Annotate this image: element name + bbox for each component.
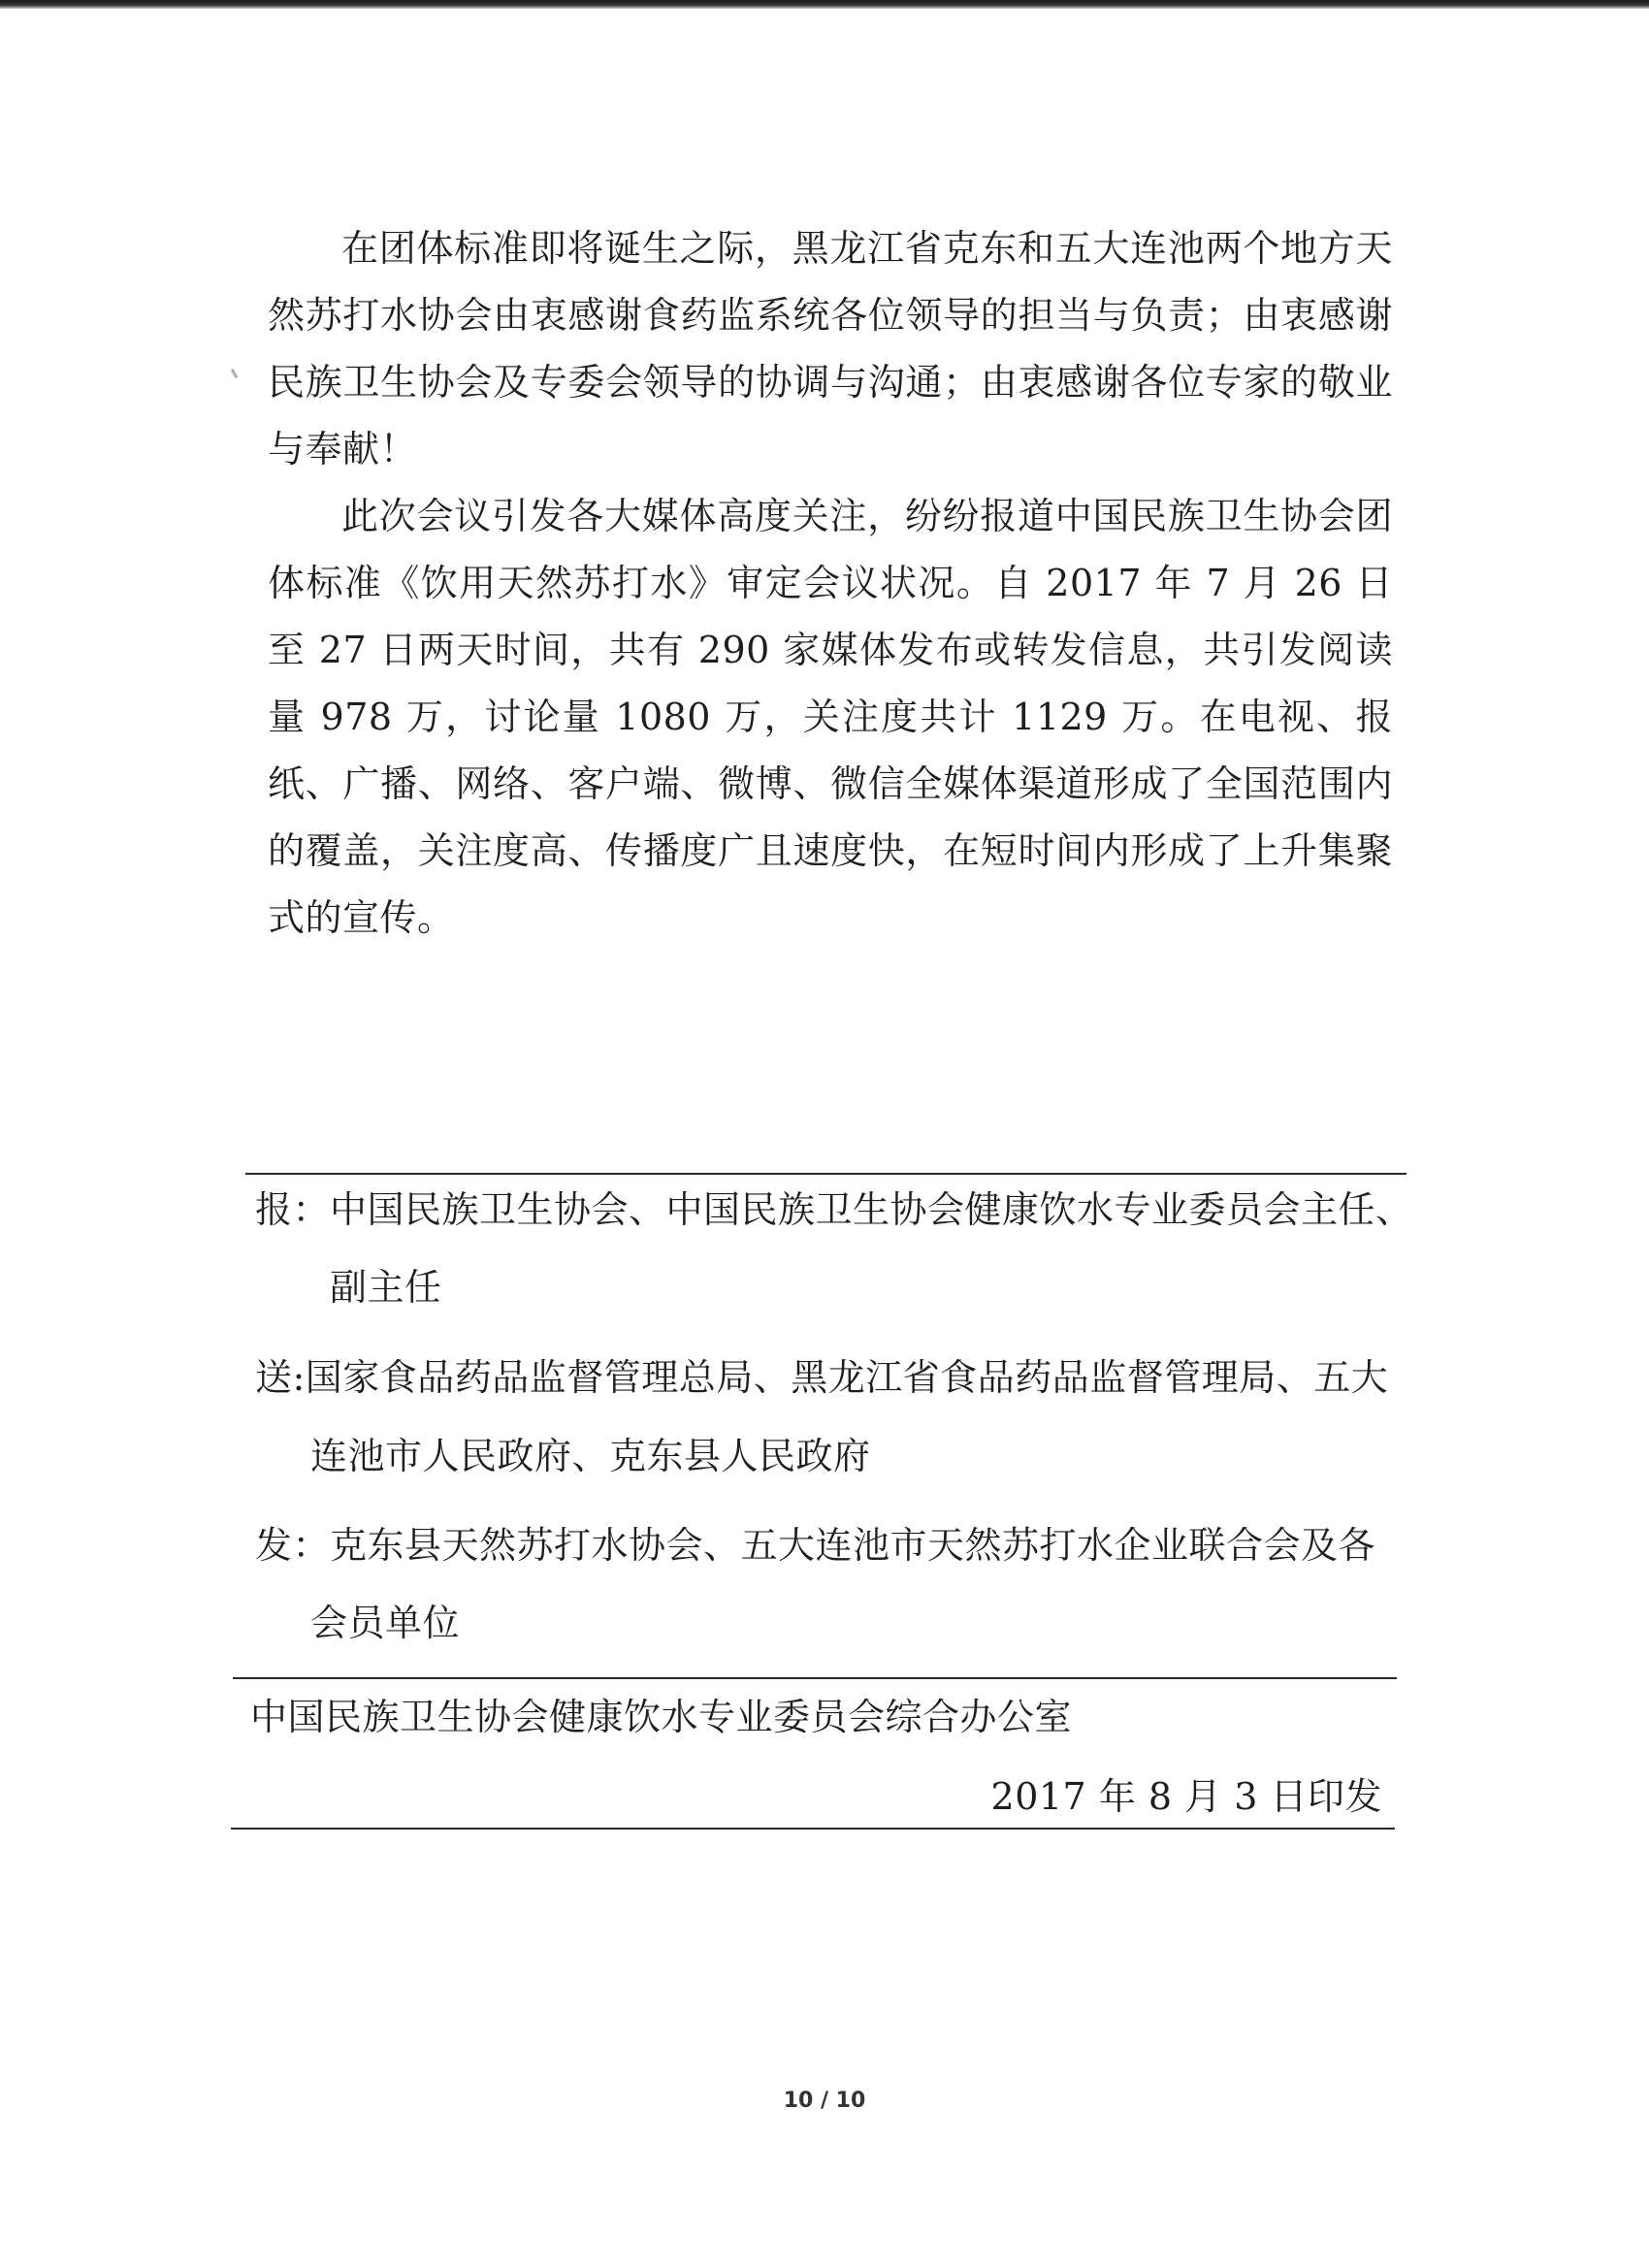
page-number: 10 / 10 (783, 2089, 866, 2113)
document-body (268, 215, 1393, 952)
report-line-2: 副主任 (330, 1266, 442, 1309)
paragraph-media: 此次会议引发各大媒体高度关注，纷纷报道中国民族卫生协会团体标准《饮用天然苏打水》审定会议状况。自 2017 年 7 月 26 日至 27 日两天时间，共有 290 家媒体发布或转发信息，共引发阅读量 978 万，讨论量 1080 万，关注度共计 1129 万。在电视、报纸、广播、网络、客户端、微博、微信全媒体渠道形成了全国范围内的覆盖，关注度高、传播度广且速度快，在短时间内形成了上升集聚式的宣传。 (268, 495, 1393, 939)
scan-top-edge (0, 0, 1649, 9)
distribution-middle-rule (233, 1677, 1397, 1679)
issue-line-2: 会员单位 (310, 1602, 461, 1644)
issue-line-1: 发：克东县天然苏打水协会、五大连池市天然苏打水企业联合会及各 (255, 1524, 1376, 1567)
issue-date: 2017 年 8 月 3 日印发 (990, 1775, 1382, 1818)
distribution-top-rule (245, 1173, 1406, 1175)
paragraph-thanks: 在团体标准即将诞生之际，黑龙江省克东和五大连池两个地方天然苏打水协会由衷感谢食药监系统各位领导的担当与负责；由衷感谢民族卫生协会及专委会领导的协调与沟通；由衷感谢各位专家的敬业与奉献！ (268, 227, 1393, 470)
send-line-2: 连池市人民政府、克东县人民政府 (310, 1435, 871, 1477)
scan-speck (231, 369, 239, 378)
distribution-bottom-rule (231, 1828, 1395, 1830)
send-line-1: 送:国家食品药品监督管理总局、黑龙江省食品药品监督管理局、五大 (255, 1356, 1389, 1399)
issuing-office: 中国民族卫生协会健康饮水专业委员会综合办公室 (250, 1696, 1073, 1738)
report-line-1: 报：中国民族卫生协会、中国民族卫生协会健康饮水专业委员会主任、 (255, 1188, 1413, 1231)
